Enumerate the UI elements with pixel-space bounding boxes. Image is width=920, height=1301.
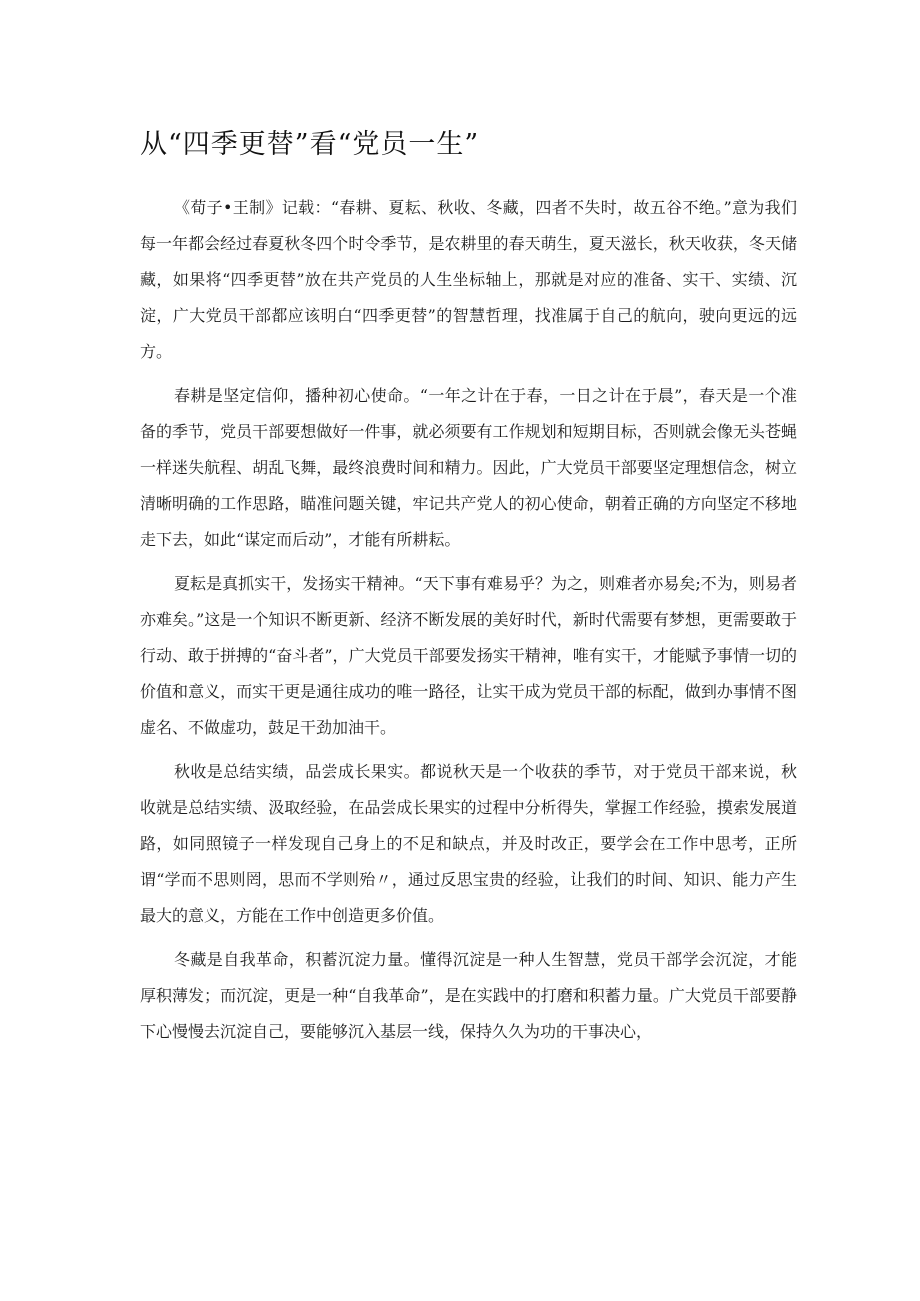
paragraph-winter: 冬藏是自我革命，积蓄沉淀力量。懂得沉淀是一种人生智慧，党员干部学会沉淀，才能厚积薄发；而沉淀，更是一种“自我革命”，是在实践中的打磨和积蓄力量。广大党员干部要静下心慢慢去沉淀自己，要能够沉入基层一线，保持久久为功的干事决心，	[140, 950, 797, 1041]
paragraph-spring: 春耕是坚定信仰，播种初心使命。“一年之计在于春，一日之计在于晨”，春天是一个准备的季节，党员干部要想做好一件事，就必须要有工作规划和短期目标，否则就会像无头苍蝇一样迷失航程、胡乱飞舞，最终浪费时间和精力。因此，广大党员干部要坚定理想信念，树立清晰明确的工作思路，瞄准问题关键，牢记共产党人的初心使命，朝着正确的方向坚定不移地走下去，如此“谋定而后动”，才能有所耕耘。	[140, 386, 797, 549]
paragraph-autumn: 秋收是总结实绩，品尝成长果实。都说秋天是一个收获的季节，对于党员干部来说，秋收就是总结实绩、汲取经验，在品尝成长果实的过程中分析得失，掌握工作经验，摸索发展道路，如同照镜子一样发现自己身上的不足和缺点，并及时改正，要学会在工作中思考，正所谓“学而不思则罔，思而不学则殆〃，通过反思宝贵的经验，让我们的时间、知识、能力产生最大的意义，方能在工作中创造更多价值。	[140, 762, 797, 925]
paragraph-intro: 《荀子•王制》记载：“春耕、夏耘、秋收、冬藏，四者不失时，故五谷不绝。”意为我们每一年都会经过春夏秋冬四个时令季节，是农耕里的春天萌生，夏天滋长，秋天收获，冬天储藏，如果将“四季更替”放在共产党员的人生坐标轴上，那就是对应的准备、实干、实绩、沉淀，广大党员干部都应该明白“四季更替”的智慧哲理，找准属于自己的航向，驶向更远的远方。	[140, 198, 797, 361]
document-body	[140, 190, 797, 1050]
paragraph-summer: 夏耘是真抓实干，发扬实干精神。“天下事有难易乎？为之，则难者亦易矣;不为，则易者亦难矣。”这是一个知识不断更新、经济不断发展的美好时代，新时代需要有梦想，更需要敢于行动、敢于拼搏的“奋斗者”，广大党员干部要发扬实干精神，唯有实干，才能赋予事情一切的价值和意义，而实干更是通往成功的唯一路径，让实干成为党员干部的标配，做到办事情不图虚名、不做虚功，鼓足干劲加油干。	[140, 574, 797, 737]
document-title: 从“四季更替”看“党员一生”	[140, 129, 480, 160]
